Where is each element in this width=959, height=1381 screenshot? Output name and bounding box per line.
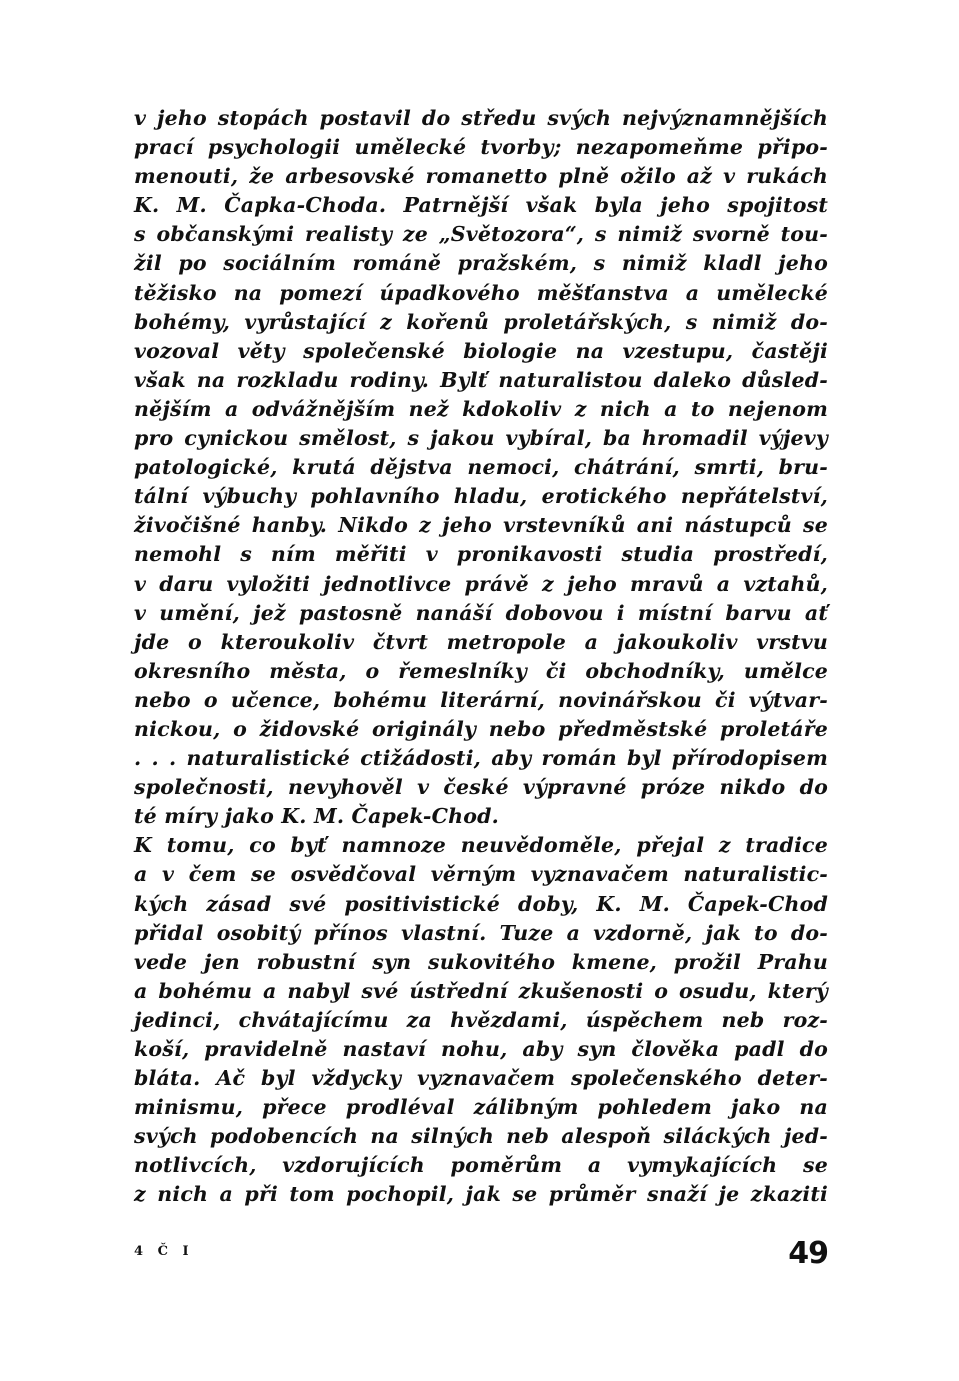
text-line: K tomu, co byť namnoze neuvědoměle, přejal z tradice bbox=[134, 833, 828, 858]
printer-signature-mark: 4 Č I bbox=[134, 1244, 194, 1259]
text-line: kých zásad své positivistické doby, K. M. Čapek-Chod bbox=[134, 891, 828, 916]
text-line: vede jen robustní syn sukovitého kmene, prožil Prahu bbox=[134, 949, 828, 974]
text-line: nickou, o židovské originály nebo předměstské proletáře bbox=[134, 716, 828, 741]
text-line: jde o kteroukoliv čtvrt metropole a jakoukoliv vrstvu bbox=[134, 629, 828, 654]
body-text bbox=[134, 104, 828, 1210]
text-line: nemohl s ním měřiti v pronikavosti studia prostředí, bbox=[134, 542, 828, 567]
paragraph-end-line: té míry jako K. M. Čapek-Chod. bbox=[134, 804, 499, 829]
text-line: živočišné hanby. Nikdo z jeho vrstevníků ani nástupců se bbox=[134, 513, 828, 538]
text-line: vozoval věty společenské biologie na vzestupu, častěji bbox=[134, 338, 828, 363]
text-line: bohémy, vyrůstající z kořenů proletářských, s nimiž do- bbox=[134, 309, 828, 334]
text-line: menouti, že arbesovské romanetto plně ožilo až v rukách bbox=[134, 164, 828, 189]
text-line: a bohému a nabyl své ústřední zkušenosti o osudu, který bbox=[134, 978, 828, 1003]
text-line: přidal osobitý přínos vlastní. Tuze a vzdorně, jak to do- bbox=[134, 920, 828, 945]
text-line: v umění, jež pastosně nanáší dobovou i místní barvu ať bbox=[134, 600, 828, 625]
text-line: pro cynickou smělost, s jakou vybíral, ba hromadil výjevy bbox=[134, 426, 828, 451]
page-number: 49 bbox=[788, 1236, 828, 1271]
text-line: minismu, přece prodléval zálibným pohledem jako na bbox=[134, 1095, 828, 1120]
text-line: tální výbuchy pohlavního hladu, erotického nepřátelství, bbox=[134, 484, 828, 509]
text-line: v jeho stopách postavil do středu svých nejvýznamnějších bbox=[134, 106, 828, 130]
text-line: nějším a odvážnějším než kdokoliv z nich a to nejenom bbox=[134, 396, 828, 421]
text-line: jedinci, chvátajícímu za hvězdami, úspěchem neb roz- bbox=[134, 1007, 828, 1032]
text-line: okresního města, o řemeslníky či obchodníky, umělce bbox=[134, 658, 828, 683]
text-line: však na rozkladu rodiny. Bylť naturalistou daleko důsled- bbox=[134, 367, 828, 392]
text-line: v daru vyložiti jednotlivce právě z jeho mravů a vztahů, bbox=[134, 571, 828, 596]
page-footer bbox=[134, 1236, 828, 1272]
text-line: patologické, krutá dějstva nemoci, chátrání, smrti, bru- bbox=[134, 455, 828, 480]
text-line: svých podobencích na silných neb alespoň siláckých jed- bbox=[134, 1124, 828, 1149]
text-line: prací psychologii umělecké tvorby; nezapomeňme připo- bbox=[134, 135, 828, 160]
text-line: těžisko na pomezí úpadkového měšťanstva a umělecké bbox=[134, 280, 828, 305]
text-line: K. M. Čapka-Choda. Patrnější však byla jeho spojitost bbox=[134, 193, 828, 218]
text-line: nebo o učence, bohému literární, novinářskou či výtvar- bbox=[134, 687, 828, 712]
text-line: bláta. Ač byl vždycky vyznavačem společenského deter- bbox=[134, 1066, 828, 1091]
text-line: žil po sociálním románě pražském, s nimiž kladl jeho bbox=[134, 251, 828, 276]
text-line: s občanskými realisty ze „Světozora“, s nimiž svorně tou- bbox=[134, 222, 828, 247]
text-line: společnosti, nevyhověl v české výpravné próze nikdo do bbox=[134, 775, 828, 800]
text-line: a v čem se osvědčoval věrným vyznavačem naturalistic- bbox=[134, 862, 828, 887]
text-line: z nich a při tom pochopil, jak se průměr snaží je zkaziti bbox=[134, 1182, 828, 1207]
text-line: koší, pravidelně nastaví nohu, aby syn člověka padl do bbox=[134, 1037, 828, 1061]
text-line: . . . naturalistické ctižádosti, aby román byl přírodopisem bbox=[134, 746, 828, 771]
text-line: notlivcích, vzdorujících poměrům a vymykajících se bbox=[134, 1153, 828, 1178]
